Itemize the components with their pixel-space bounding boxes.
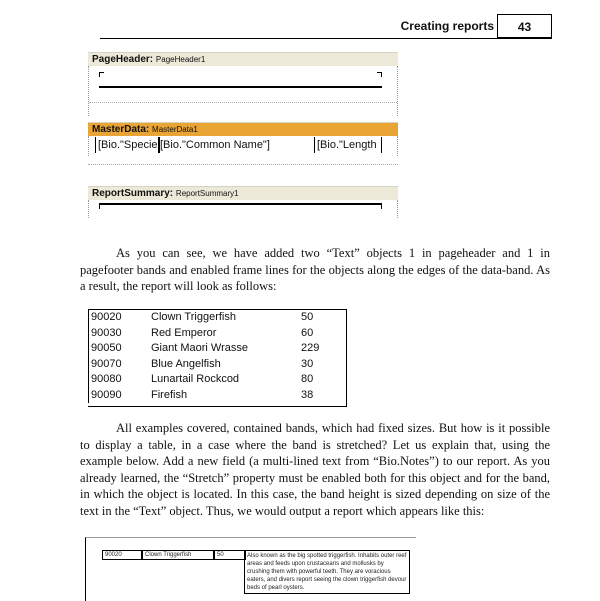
chapter-title: Creating reports bbox=[400, 19, 494, 33]
field-common-name-text[interactable]: [Bio."Common Name"] bbox=[160, 139, 270, 151]
band-body-pageheader bbox=[88, 66, 398, 116]
mini-cell-id: 90020 bbox=[102, 550, 142, 560]
cell-name: Clown Triggerfish bbox=[151, 311, 236, 323]
table-row bbox=[88, 341, 346, 357]
field-length-text: [Bio."Length bbox=[317, 139, 377, 151]
mini-cell-name: Clown Triggerfish bbox=[142, 550, 214, 560]
table-row bbox=[88, 372, 346, 388]
frame-corner bbox=[377, 205, 382, 209]
field-specie-text: [Bio."Specie bbox=[98, 139, 158, 151]
cell-length: 30 bbox=[301, 357, 314, 370]
mini-cell-length: 50 bbox=[214, 550, 246, 560]
cell-id: 90050 bbox=[91, 342, 122, 354]
band-type-label: MasterData: bbox=[92, 124, 150, 135]
cell-id: 90020 bbox=[91, 311, 122, 323]
grid-line bbox=[89, 102, 397, 103]
frame-corner bbox=[99, 205, 104, 209]
cell-name: Firefish bbox=[151, 388, 188, 401]
header-rule bbox=[100, 38, 552, 39]
cell-id: 90070 bbox=[91, 357, 122, 370]
cell-length: 80 bbox=[301, 373, 314, 385]
report-output-table bbox=[88, 309, 347, 407]
cell-id: 90030 bbox=[91, 326, 122, 339]
band-name-label: PageHeader1 bbox=[155, 55, 206, 64]
paragraph-intro: As you can see, we have added two “Text” objects 1 in pageheader and 1 in pagefooter bands and enabled frame lines for the objects along the edges of the data-band. As a result, the report will look as follows: bbox=[80, 246, 550, 293]
band-type-label: ReportSummary: bbox=[92, 188, 174, 199]
band-name-label: ReportSummary1 bbox=[175, 189, 239, 198]
table-row bbox=[88, 310, 346, 326]
frame-corner bbox=[377, 72, 382, 77]
table-row bbox=[88, 357, 346, 373]
grid-line bbox=[88, 164, 398, 165]
report-designer-screenshot bbox=[88, 52, 398, 218]
mini-cell-notes: Also known as the big spotted triggerfish. Inhabits outer reef areas and feeds upon crustaceans and mollusks by crushing them with powerful teeth. They are voracious eaters, and divers report seeing the clown triggerfish devour beds of pearl oysters. bbox=[244, 550, 410, 594]
frame-line bbox=[99, 86, 382, 88]
table-row bbox=[88, 326, 346, 342]
frame-corner bbox=[99, 72, 104, 77]
cell-name: Lunartail Rockcod bbox=[151, 373, 240, 385]
cell-length: 229 bbox=[301, 342, 320, 354]
frame-line bbox=[99, 203, 382, 205]
cell-id: 90090 bbox=[91, 388, 122, 401]
cell-length: 60 bbox=[301, 326, 314, 339]
running-header bbox=[340, 14, 552, 39]
cell-name: Giant Maori Wrasse bbox=[151, 342, 248, 354]
cell-length: 38 bbox=[301, 388, 314, 401]
band-header-reportsummary bbox=[88, 186, 398, 200]
band-header-pageheader bbox=[88, 52, 398, 66]
cell-id: 90080 bbox=[91, 373, 122, 385]
paragraph-stretch: All examples covered, contained bands, which had fixed sizes. But how is it possible to display a table, in a case where the band is stretched? Let us explain that, using the example below. Add a new field (a multi-lined text from “Bio.Notes”) to our report. As you already learned, the “Stretch” property must be enabled both for this object and for the band, in which the object is located. In this case, the band height is sized depending on size of the text in the “Text” object. Thus, we would output a report which appears like this: bbox=[80, 421, 550, 518]
band-name-label: MasterData1 bbox=[152, 125, 198, 134]
table-row bbox=[88, 388, 346, 404]
stretched-report-screenshot bbox=[85, 537, 416, 601]
band-header-masterdata bbox=[88, 122, 398, 136]
page-number: 43 bbox=[497, 14, 552, 38]
band-body-reportsummary bbox=[88, 200, 398, 218]
cell-length: 50 bbox=[301, 311, 314, 323]
cell-name: Blue Angelfish bbox=[151, 357, 221, 370]
cell-name: Red Emperor bbox=[151, 326, 217, 339]
band-type-label: PageHeader: bbox=[92, 54, 154, 65]
